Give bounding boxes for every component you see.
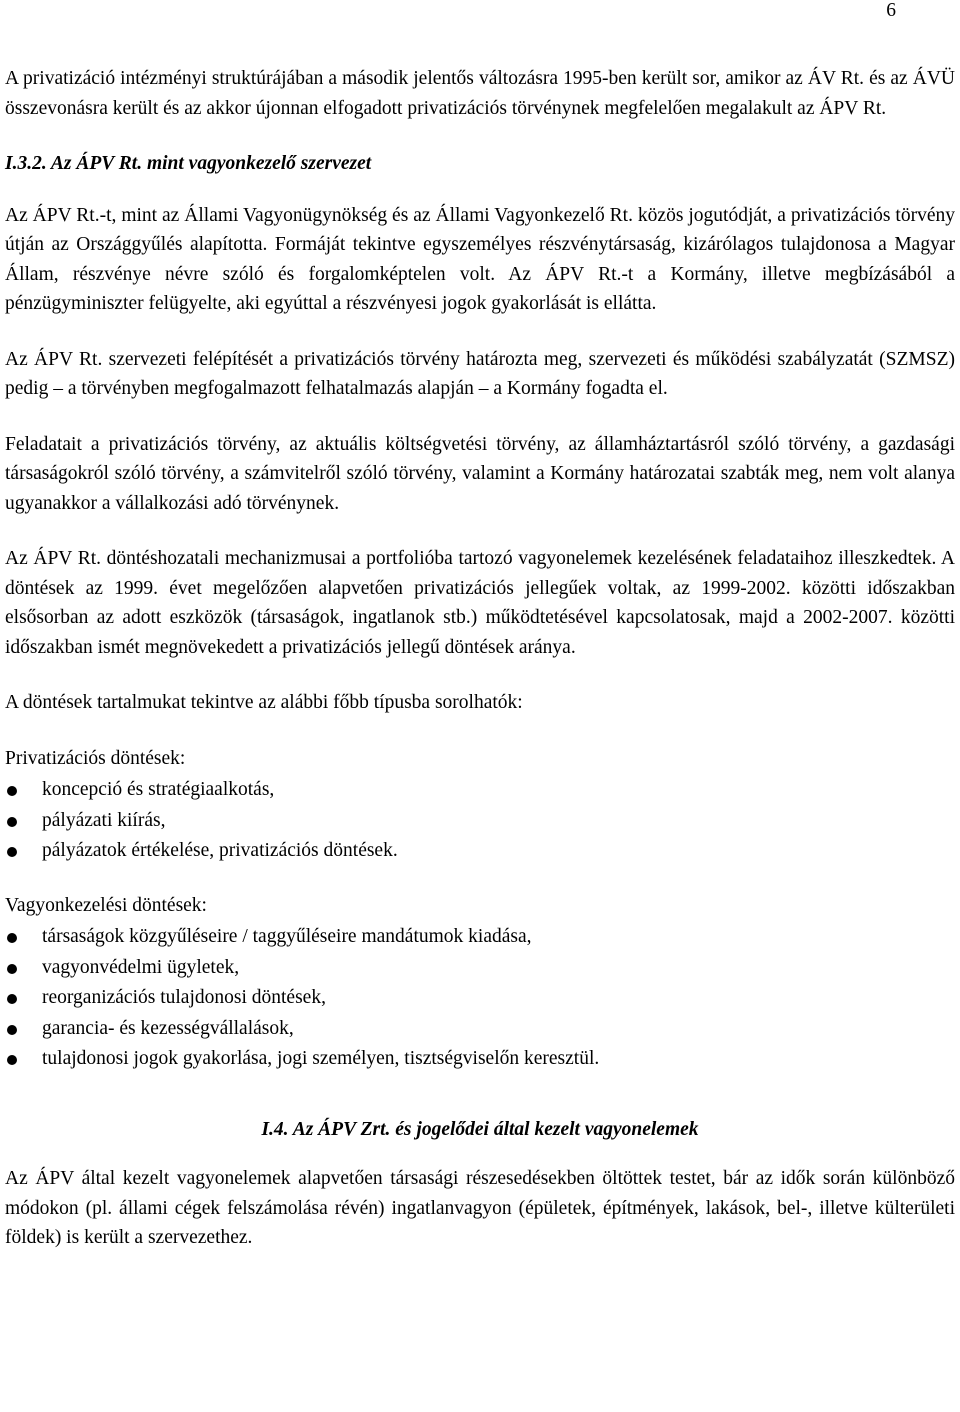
list-item: [5, 806, 955, 837]
bullet-icon: [7, 817, 17, 827]
list-item: [5, 836, 955, 867]
section-heading-132: I.3.2. Az ÁPV Rt. mint vagyonkezelő szervezet: [5, 153, 372, 174]
list-item: [5, 775, 955, 806]
privatization-decisions-title-text: Privatizációs döntések: [5, 747, 180, 769]
privatization-decisions-list: [5, 775, 955, 867]
page-number: 6: [886, 0, 896, 21]
bullet-icon: [7, 964, 17, 974]
intro-paragraph: A privatizáció intézményi struktúrájában a második jelentős változásra 1995-ben került sor, amikor az ÁV Rt. és az ÁVÜ összevonásra került és az akkor újonnan elfogadott privatizációs törvénynek megfelelően megalakult az ÁPV Rt.: [5, 68, 955, 119]
list-item-text: garancia- és kezességvállalások,: [42, 1017, 294, 1039]
section-heading-14: I.4. Az ÁPV Zrt. és jogelődei által kezelt vagyonelemek: [261, 1118, 699, 1140]
list-item-text: pályázatok értékelése, privatizációs döntések.: [42, 840, 398, 861]
privatization-decisions-title-colon: :: [179, 747, 186, 769]
paragraph-organization: Az ÁPV Rt. szervezeti felépítését a privatizációs törvény határozta meg, szervezeti és működési szabályzatát (SZMSZ) pedig – a törvényben megfogalmazott felhatalmazás alapján – a Kormány fogadta el.: [5, 348, 955, 399]
list-item: [5, 953, 955, 984]
paragraph-managed-assets: Az ÁPV által kezelt vagyonelemek alapvetően társasági részesedésekben öltöttek testet, bár az idők során különböző módokon (pl. állami cégek felszámolása révén) ingatlanvagyon (épületek, építmények, lakások, bel-, illetve külterületi földek) is került a szervezethez.: [5, 1168, 955, 1248]
list-item-text: koncepció és stratégiaalkotás,: [42, 779, 275, 800]
list-item: [5, 983, 955, 1014]
document-body: [5, 64, 955, 1279]
bullet-icon: [7, 933, 17, 943]
list-item-text: reorganizációs tulajdonosi döntések,: [42, 987, 326, 1008]
bullet-icon: [7, 847, 17, 857]
asset-management-decisions-list: [5, 922, 955, 1075]
bullet-icon: [7, 994, 17, 1004]
bullet-icon: [7, 786, 17, 796]
asset-management-decisions-title: Vagyonkezelési döntések:: [5, 894, 207, 916]
bullet-icon: [7, 1055, 17, 1065]
list-item-text: tulajdonosi jogok gyakorlása, jogi személyen, tisztségviselőn keresztül.: [42, 1048, 600, 1069]
paragraph-tasks: Feladatait a privatizációs törvény, az aktuális költségvetési törvény, az államháztartásról szóló törvény, a gazdasági társaságokról szóló törvény, a számvitelről szóló törvény, valamint a Kormány határozatai szabták meg, nem volt alanya ugyanakkor a vállalkozási adó törvénynek.: [5, 433, 955, 514]
paragraph-decision-types: A döntések tartalmukat tekintve az alábbi főbb típusba sorolhatók:: [5, 692, 523, 713]
list-item-text: pályázati kiírás,: [42, 809, 166, 831]
paragraph-decision-mechanism: Az ÁPV Rt. döntéshozatali mechanizmusai a portfolióba tartozó vagyonelemek kezelésének feladataihoz illeszkedtek. A döntések az 1999. évet megelőzően alapvetően privatizációs jellegűek voltak, az 1999-2002. közötti időszakban elsősorban az adott eszközök (társaságok, ingatlanok stb.) működtetésével kapcsolatosak, majd a 2002-2007. közötti időszakban ismét megnövekedett a privatizációs jellegű döntések aránya.: [5, 548, 955, 658]
list-item-text: társaságok közgyűléseire / taggyűléseire mandátumok kiadása,: [42, 926, 532, 947]
privatization-decisions-title: [5, 744, 955, 774]
list-item: [5, 1014, 955, 1045]
list-item-text: vagyonvédelmi ügyletek,: [42, 956, 240, 978]
list-item: [5, 1044, 955, 1075]
bullet-icon: [7, 1025, 17, 1035]
paragraph-legal-status: Az ÁPV Rt.-t, mint az Állami Vagyonügynökség és az Állami Vagyonkezelő Rt. közös jogutódját, a privatizációs törvény útján az Országgyűlés alapította. Formáját tekintve egyszemélyes részvénytársaság, kizárólagos tulajdonosa a Magyar Állam, részvénye névre szóló és forgalomképtelen volt. Az ÁPV Rt.-t a Kormány, illetve megbízásából a pénzügyminiszter felügyelte, aki egyúttal a részvényesi jogok gyakorlását is ellátta.: [5, 204, 955, 314]
list-item: [5, 922, 955, 953]
